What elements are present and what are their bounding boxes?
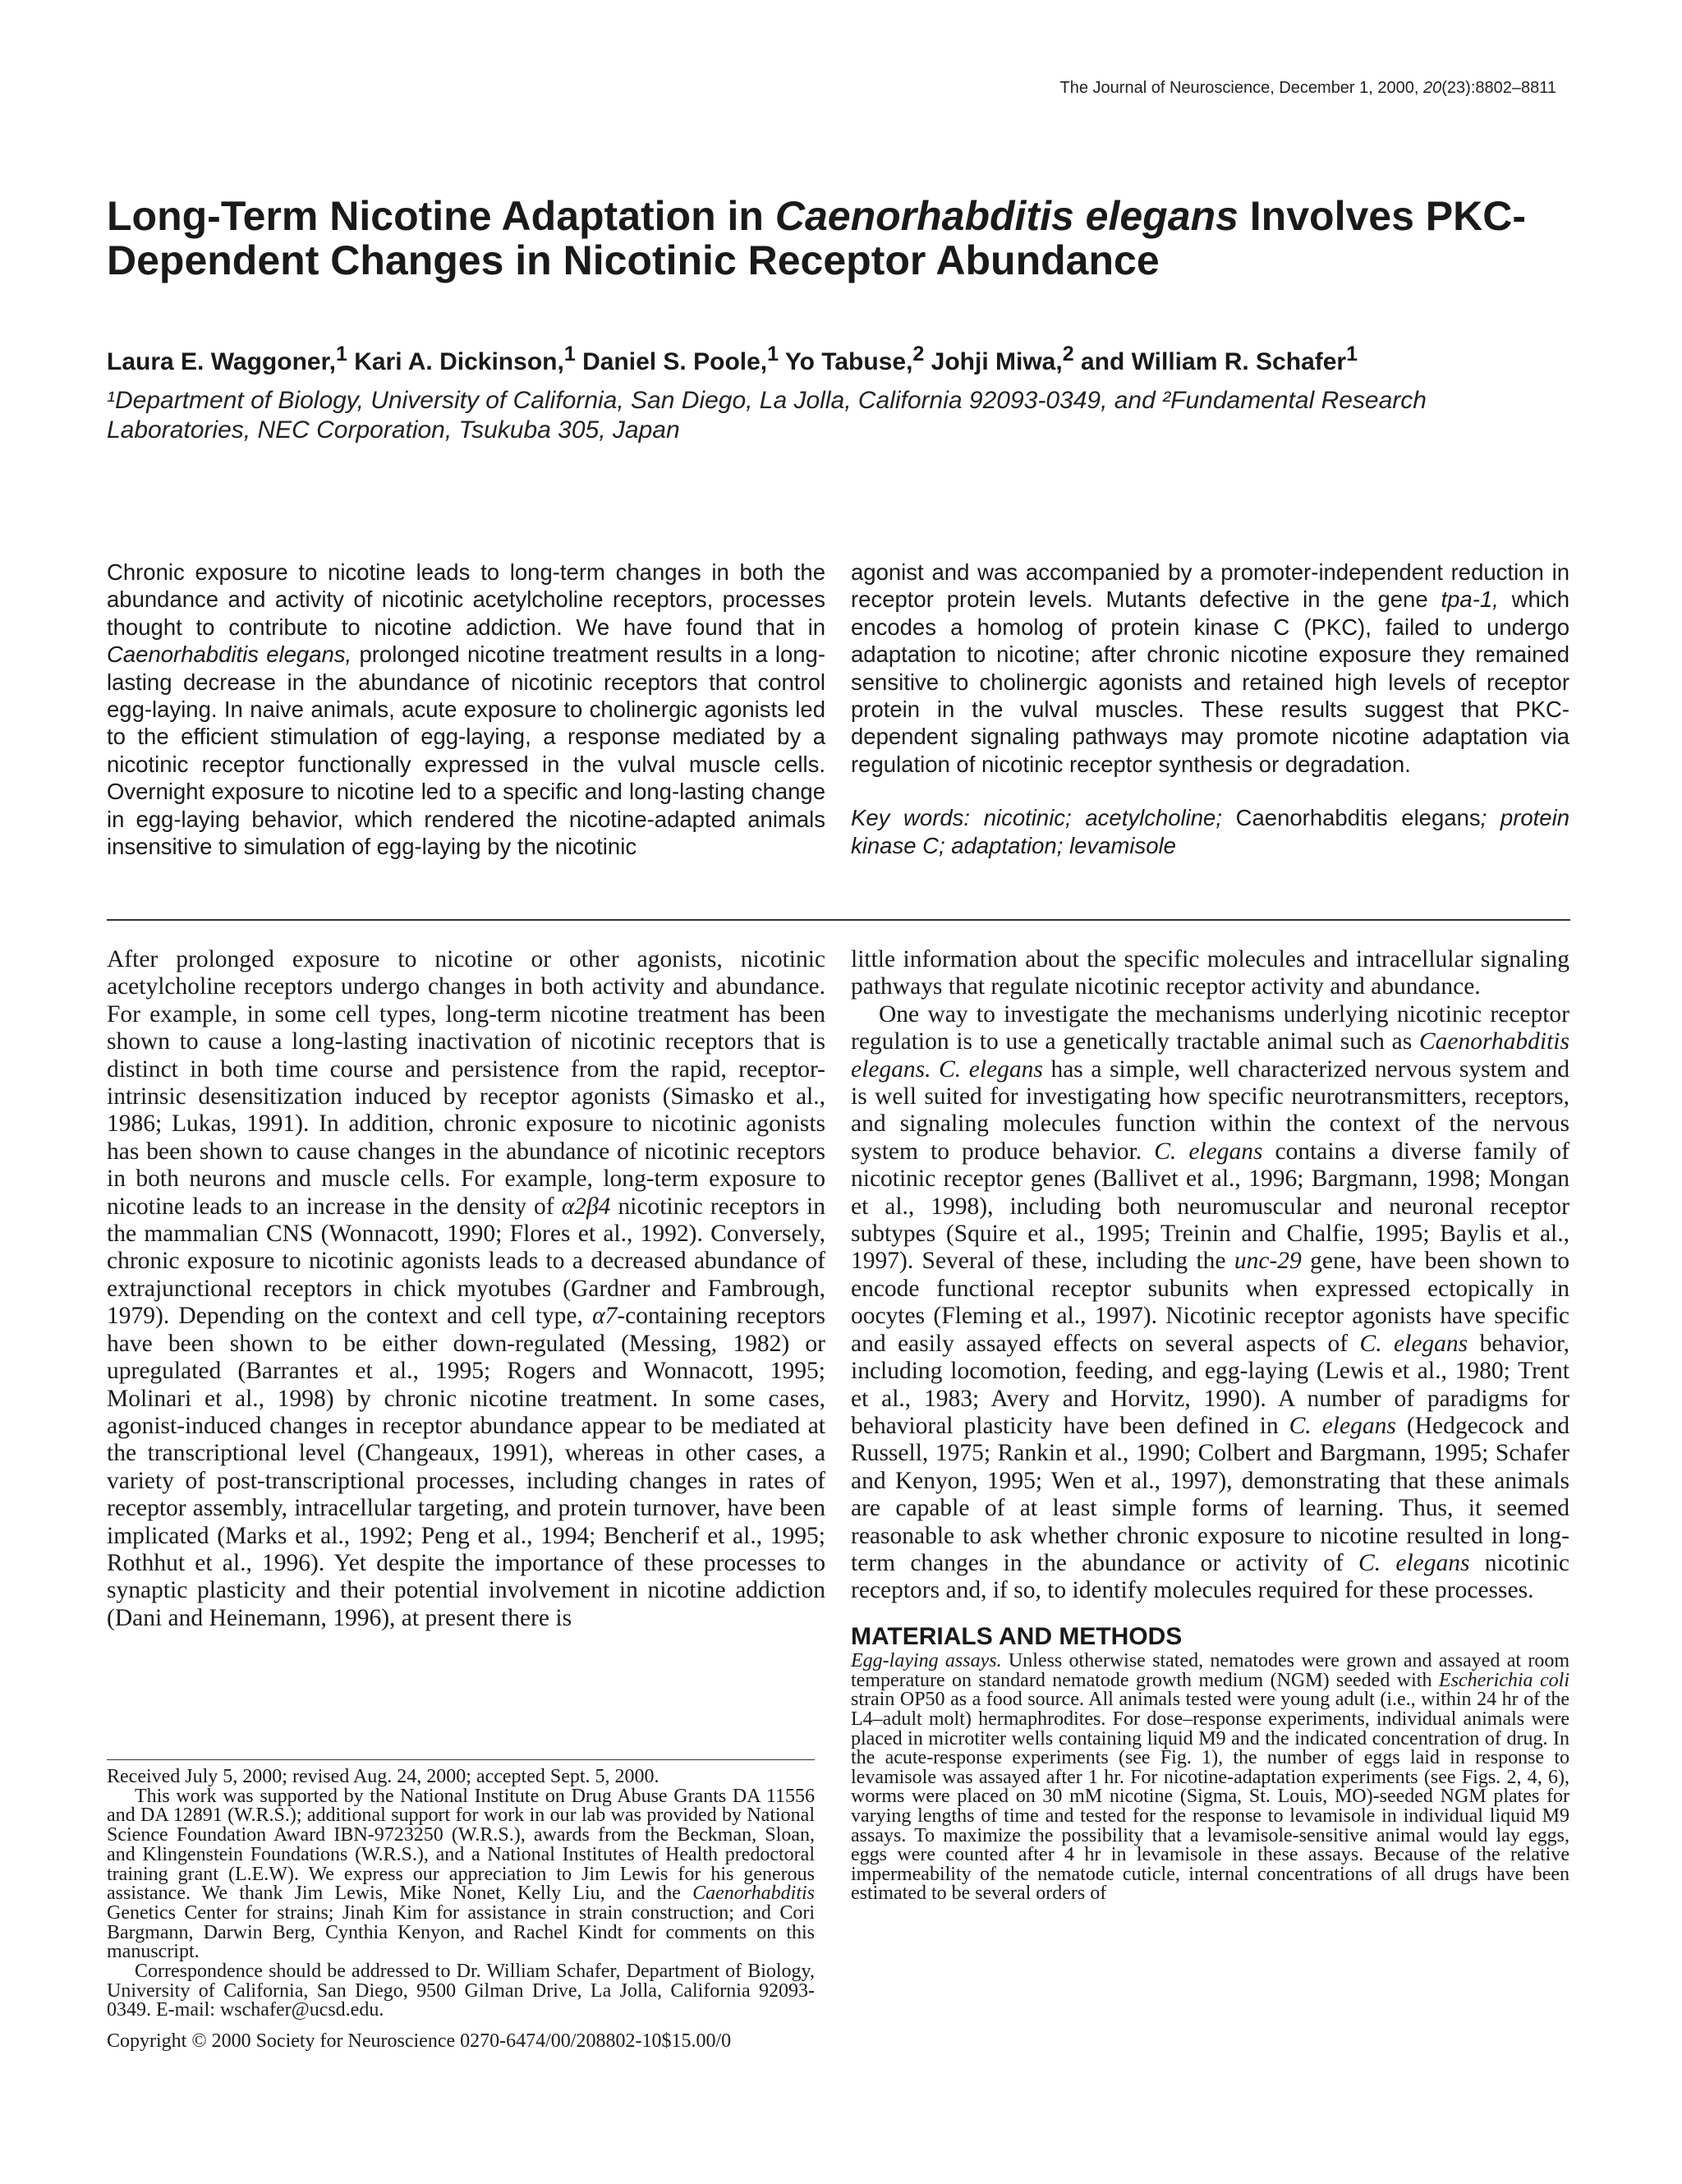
species-name: Caenorhabditis: [692, 1883, 815, 1905]
correspondence: Correspondence should be addressed to Dr. William Schafer, Department of Biology, University of California, San Diego, 9500 Gilman Drive, La Jolla, California 92093-0349. E-mail: wschafer@ucsd.edu.: [107, 1961, 815, 2021]
body-paragraph: [851, 1001, 1569, 1605]
footnote-text: This work was supported by the National Institute on Drug Abuse Grants DA 11556 and DA 12891 (W.R.S.); additional support for work in our lab was provided by National Science Foundation Award IBN-9723250 (W.R.S.), awards from the Beckman, Sloan, and Klingenstein Foundations (W.R.S.), and a National Institutes of Health predoctoral training grant (L.E.W). We express our appreciation to Jim Lewis for his generous assistance. We thank Jim Lewis, Mike Nonet, Kelly Liu, and the: [107, 1785, 815, 1905]
body-text: behavior, including locomotion, feeding, and egg-laying (Lewis et al., 1980; Trent et al., 1983; Avery and Horvitz, 1990). A number of paradigms for behavioral plasticity have been defined in: [851, 1330, 1569, 1439]
title-species: Caenorhabditis elegans: [774, 193, 1239, 239]
receptor-subunit: α7: [592, 1303, 618, 1330]
journal-citation: The Journal of Neuroscience, December 1, 2000,: [1059, 79, 1423, 97]
abstract-text: which encodes a homolog of protein kinase C (PKC), failed to undergo adaptation to nicotine; after chronic nicotine exposure they remained sensitive to cholinergic agonists and retained high levels of receptor protein in the vulval muscles. These results suggest that PKC-dependent signaling pathways may promote nicotine adaptation via regulation of nicotinic receptor synthesis or degradation.: [851, 586, 1569, 777]
author: [582, 343, 779, 375]
author-name: Daniel S. Poole,: [582, 348, 768, 375]
author-affiliation-mark: 2: [912, 343, 925, 366]
issue-pages: (23):8802–8811: [1441, 79, 1556, 97]
body-text: (Hedgecock and Russell, 1975; Rankin et al., 1990; Colbert and Bargmann, 1995; Schafer and Kenyon, 1995; Wen et al., 1997), demonstrating that these animals are capable of at least simple forms of learning. Thus, it seemed reasonable to ask whether chronic exposure to nicotine resulted in long-term changes in the abundance or activity of: [851, 1412, 1569, 1576]
author-name: Yo Tabuse,: [784, 348, 913, 375]
author-affiliation-mark: 1: [767, 343, 779, 366]
body-left-column: [107, 946, 825, 1632]
body-paragraph: little information about the specific molecules and intracellular signaling pathways that regulate nicotinic receptor activity and abundance.: [851, 946, 1569, 1000]
article-title: [107, 194, 1577, 283]
footnote-text: Genetics Center for strains; Jinah Kim for assistance in strain construction; and Cori Bargmann, Darwin Berg, Cynthia Kenyon, and Rachel Kindt for comments on this manuscript.: [107, 1901, 815, 1963]
author: [931, 343, 1074, 375]
species-name: C. elegans: [1154, 1138, 1263, 1165]
body-text: strain OP50 as a food source. All animals tested were young adult (i.e., within 24 hr of the L4–adult molt) hermaphrodites. For dose–response experiments, individual animals were placed in microtiter wells containing liquid M9 and the indicated concentration of drug. In the acute-response experiments (see Fig. 1), the number of eggs laid in response to levamisole was assayed after 1 hr. For nicotine-adaptation experiments (see Figs. 2, 4, 6), worms were placed on 30 mM nicotine (Sigma, St. Louis, MO)-seeded NGM plates for varying lengths of time and tested for the response to levamisole in individual liquid M9 assays. To maximize the possibility that a levamisole-sensitive animal would lay eggs, eggs were counted after 4 hr in levamisole in these assays. Because of the relative impermeability of the nematode cuticle, internal concentrations of all drugs have been estimated to be several orders of: [851, 1689, 1569, 1905]
abstract-left-column: [107, 559, 825, 860]
body-text: contains a diverse family of nicotinic receptor genes (Ballivet et al., 1996; Bargmann, 1998; Mongan et al., 1998), including both neuromuscular and neuronal receptor subtypes (Squire et al., 1995; Treinin and Chalfie, 1995; Baylis et al., 1997). Several of these, including the: [851, 1138, 1570, 1275]
methods-subheading: Egg-laying assays.: [851, 1650, 1002, 1672]
running-header: [1060, 79, 1556, 98]
species-name: C. elegans: [1289, 1412, 1396, 1439]
body-text: has a simple, well characterized nervous system and is well suited for investigating how specific neurotransmitters, receptors, and signaling molecules function within the context of the nervous system to produce behavior.: [851, 1055, 1570, 1165]
title-text-2: Involves PKC-Dependent Changes in Nicotinic Receptor Abundance: [107, 193, 1526, 283]
species-name: Escherichia coli: [1438, 1669, 1570, 1691]
receptor-subunit: α2β4: [561, 1193, 611, 1220]
methods-paragraph: [851, 1652, 1569, 1904]
abstract-text: prolonged nicotine treatment results in a long-lasting decrease in the abundance of nicotinic receptors that control egg-laying. In naive animals, acute exposure to cholinergic agonists led to the efficient stimulation of egg-laying, a response mediated by a nicotinic receptor functionally expressed in the vulval muscle cells. Overnight exposure to nicotine led to a specific and long-lasting change in egg-laying behavior, which rendered the nicotine-adapted animals insensitive to simulation of egg-laying by the nicotinic: [107, 641, 826, 860]
abstract-paragraph: [851, 559, 1569, 778]
author-name: Kari A. Dickinson,: [354, 348, 564, 375]
body-paragraph: [107, 946, 825, 1632]
species-name: Caenorhabditis elegans. C. elegans: [851, 1028, 1569, 1083]
volume-number: 20: [1423, 79, 1442, 97]
section-heading-methods: MATERIALS AND METHODS: [851, 1622, 1183, 1650]
author: [1080, 343, 1358, 375]
species-name: C. elegans: [1359, 1330, 1468, 1357]
author-name: Laura E. Waggoner,: [107, 348, 336, 375]
keywords-text: ; protein kinase C; adaptation; levamisole: [851, 805, 1569, 858]
author: [107, 343, 347, 375]
species-name: C. elegans: [1358, 1549, 1470, 1576]
author-name: Johji Miwa,: [931, 348, 1063, 375]
keywords-species: Caenorhabditis elegans: [1235, 805, 1481, 831]
author-name: and William R. Schafer: [1080, 348, 1347, 375]
keywords-label: Key words:: [851, 805, 971, 831]
abstract-text: agonist and was accompanied by a promoter-independent reduction in receptor protein levels. Mutants defective in the gene: [851, 559, 1569, 613]
abstract-italic-gene: tpa-1,: [1441, 586, 1499, 613]
author-affiliation-mark: 1: [335, 343, 347, 366]
section-divider: [107, 919, 1570, 921]
author-affiliation-mark: 1: [1346, 343, 1358, 366]
author-list: [107, 343, 1577, 376]
author: [784, 343, 925, 375]
body-right-column: [851, 946, 1569, 1904]
abstract-text: Chronic exposure to nicotine leads to long-term changes in both the abundance and activity of nicotinic acetylcholine receptors, processes thought to contribute to nicotine addiction. We have found that in: [107, 559, 825, 640]
author-affiliation-mark: 1: [563, 343, 576, 366]
title-text-1: Long-Term Nicotine Adaptation in: [107, 193, 775, 239]
received-dates: Received July 5, 2000; revised Aug. 24, 2000; accepted Sept. 5, 2000.: [107, 1766, 659, 1787]
keywords-text: nicotinic; acetylcholine;: [970, 805, 1236, 831]
funding-acknowledgments: [107, 1787, 815, 1962]
body-text: nicotinic receptors and, if so, to identify molecules required for these processes.: [851, 1549, 1569, 1604]
abstract-italic-species: Caenorhabditis elegans,: [107, 641, 352, 668]
body-text: gene, have been shown to encode functional receptor subunits when expressed ectopically in oocytes (Fleming et al., 1997). Nicotinic receptor agonists have specific and easily assayed effects on several aspects of: [851, 1248, 1569, 1357]
body-text: One way to investigate the mechanisms underlying nicotinic receptor regulation is to use a genetically tractable animal such as: [851, 1000, 1569, 1055]
footnote-divider: [107, 1759, 815, 1760]
body-text: nicotinic receptors in the mammalian CNS (Wonnacott, 1990; Flores et al., 1992). Conversely, chronic exposure to nicotinic agonists leads to a decreased abundance of extrajunctional receptors in chick myotubes (Gardner and Fambrough, 1979). Depending on the context and cell type,: [107, 1193, 825, 1330]
body-text: After prolonged exposure to nicotine or other agonists, nicotinic acetylcholine receptors undergo changes in both activity and abundance. For example, in some cell types, long-term nicotine treatment has been shown to cause a long-lasting inactivation of nicotinic receptors that is distinct in both time course and persistence from the rapid, receptor-intrinsic desensitization induced by receptor agonists (Simasko et al., 1986; Lukas, 1991). In addition, chronic exposure to nicotinic agonists has been shown to cause changes in the abundance of nicotinic receptors in both neurons and muscle cells. For example, long-term exposure to nicotine leads to an increase in the density of: [107, 946, 825, 1220]
author: [354, 343, 576, 375]
body-text: -containing receptors have been shown to be either down-regulated (Messing, 1982) or upregulated (Barrantes et al., 1995; Rogers and Wonnacott, 1995; Molinari et al., 1998) by chronic nicotine treatment. In some cases, agonist-induced changes in receptor abundance appear to be mediated at the transcriptional level (Changeaux, 1991), whereas in other cases, a variety of post-transcriptional processes, including changes in rates of receptor assembly, intracellular targeting, and protein turnover, have been implicated (Marks et al., 1992; Peng et al., 1994; Bencherif et al., 1995; Rothhut et al., 1996). Yet despite the importance of these processes to synaptic plasticity and their potential involvement in nicotine addiction (Dani and Heinemann, 1996), at present there is: [107, 1303, 825, 1631]
gene-name: unc-29: [1234, 1248, 1302, 1275]
footnotes: [107, 1768, 815, 2052]
author-affiliation-mark: 2: [1062, 343, 1074, 366]
abstract-right-column: [851, 559, 1569, 859]
body-text: Unless otherwise stated, nematodes were grown and assayed at room temperature on standard nematode growth medium (NGM) seeded with: [851, 1650, 1569, 1691]
copyright: Copyright © 2000 Society for Neuroscience 0270-6474/00/208802-10$15.00/0: [107, 2030, 732, 2053]
keywords: [851, 804, 1569, 859]
affiliations: ¹Department of Biology, University of California, San Diego, La Jolla, California 92093-0349, and ²Fundamental Research Laboratories, NEC Corporation, Tsukuba 305, Japan: [107, 387, 1427, 444]
